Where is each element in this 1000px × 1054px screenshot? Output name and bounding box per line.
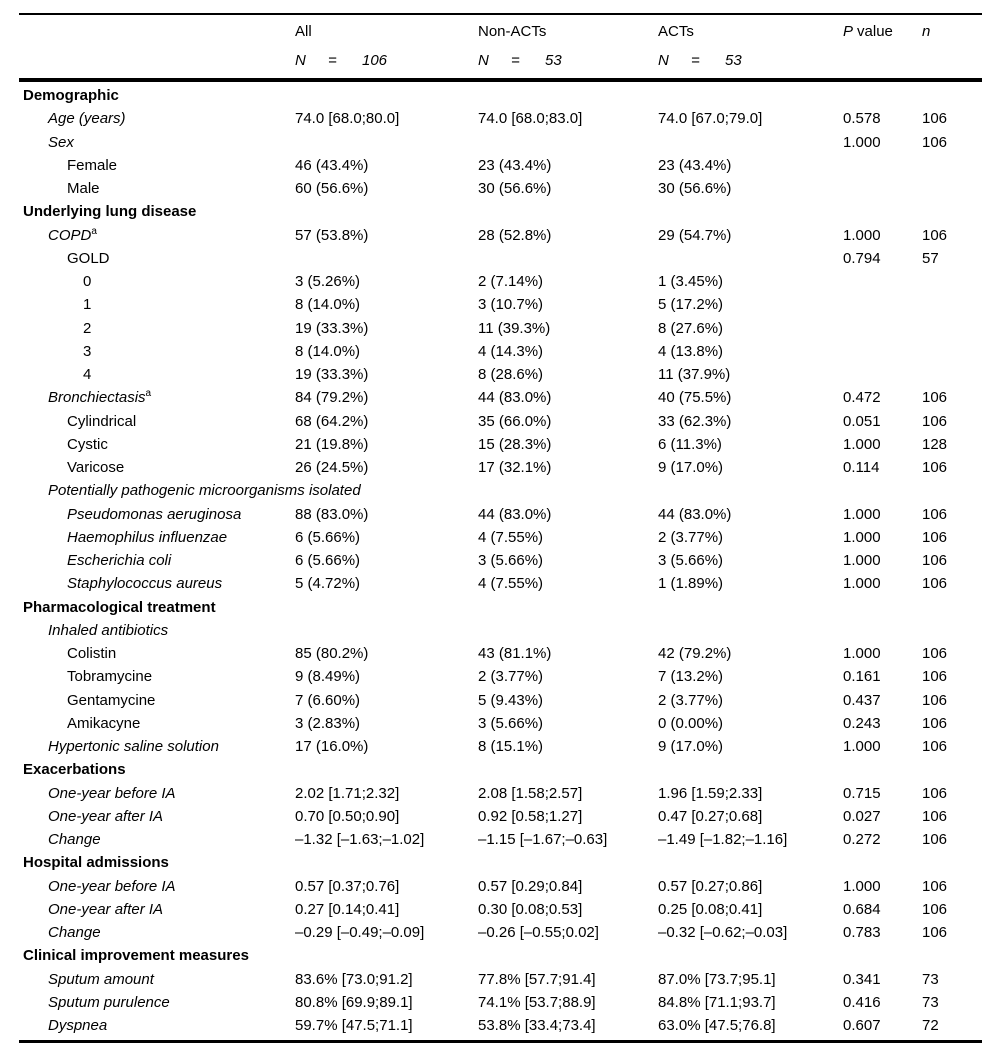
cell-all: 59.7% [47.5;71.1] (295, 1017, 413, 1035)
cell-p-value: 1.000 (843, 552, 881, 570)
cell-non-acts: 23 (43.4%) (478, 156, 552, 174)
table-row (19, 247, 982, 270)
table-row (19, 200, 982, 223)
table-row (19, 270, 982, 293)
table-row (19, 224, 982, 247)
table-row (19, 479, 982, 502)
row-label: Exacerbations (23, 761, 126, 779)
cell-non-acts: 30 (56.6%) (478, 180, 552, 198)
cell-n: 106 (922, 389, 948, 407)
row-label: COPD$^a$ (48, 225, 97, 244)
table-header (19, 15, 982, 78)
cell-all: 2.02 [1.71;2.32] (295, 784, 400, 802)
group-count: 53 (725, 52, 742, 69)
equals-sign: = (328, 52, 337, 69)
cell-acts: 6 (11.3%) (658, 435, 722, 453)
cell-non-acts: 5 (9.43%) (478, 691, 544, 709)
table-row (19, 921, 982, 944)
cell-acts: 2 (3.77%) (658, 691, 724, 709)
cell-n: 57 (922, 249, 939, 267)
table-row (19, 293, 982, 316)
superscript-footnote-mark: a (91, 225, 97, 237)
row-label: Staphylococcus aureus (67, 575, 223, 593)
cell-n: 106 (922, 784, 948, 802)
cell-non-acts: –0.26 [–0.55;0.02] (478, 924, 599, 942)
cell-non-acts: 44 (83.0%) (478, 389, 552, 407)
group-size-acts (658, 52, 843, 69)
cell-n: 73 (922, 993, 939, 1011)
table-row (19, 503, 982, 526)
cell-all: 6 (5.66%) (295, 552, 361, 570)
cell-n: 73 (922, 970, 939, 988)
cell-n: 106 (922, 924, 948, 942)
table-row (19, 131, 982, 154)
cell-non-acts: 4 (7.55%) (478, 575, 544, 593)
table-row (19, 712, 982, 735)
cell-all: 7 (6.60%) (295, 691, 361, 709)
cell-acts: 8 (27.6%) (658, 319, 724, 337)
cell-n: 106 (922, 831, 948, 849)
cell-acts: 9 (17.0%) (658, 738, 724, 756)
cell-p-value: 0.243 (843, 714, 881, 732)
table-body (19, 82, 982, 1040)
cell-non-acts: 3 (5.66%) (478, 714, 544, 732)
row-label: Amikacyne (67, 714, 141, 732)
cell-acts: 0.47 [0.27;0.68] (658, 807, 763, 825)
cell-all: 26 (24.5%) (295, 459, 369, 477)
cell-p-value: 0.715 (843, 784, 881, 802)
cell-n: 128 (922, 435, 948, 453)
row-label: Gentamycine (67, 691, 156, 709)
cell-all: 83.6% [73.0;91.2] (295, 970, 413, 988)
group-count: 106 (362, 52, 388, 69)
cell-non-acts: 2 (7.14%) (478, 273, 544, 291)
column-header-p-value (843, 23, 922, 40)
cell-non-acts: 35 (66.0%) (478, 412, 552, 430)
cell-acts: 11 (37.9%) (658, 366, 731, 384)
table-row (19, 875, 982, 898)
cell-n: 106 (922, 900, 948, 918)
bottom-rule (19, 1040, 982, 1043)
cell-n: 106 (922, 226, 948, 244)
cell-all: 57 (53.8%) (295, 226, 369, 244)
cell-all: 80.8% [69.9;89.1] (295, 993, 413, 1011)
cell-all: 8 (14.0%) (295, 342, 361, 360)
cell-non-acts: –1.15 [–1.67;–0.63] (478, 831, 608, 849)
table-row (19, 1014, 982, 1037)
n-symbol: N (658, 52, 669, 69)
cell-acts: 33 (62.3%) (658, 412, 732, 430)
cell-n: 106 (922, 645, 948, 663)
cell-n: 106 (922, 738, 948, 756)
cell-p-value: 1.000 (843, 738, 881, 756)
cell-non-acts: 3 (5.66%) (478, 552, 544, 570)
row-label: Pseudomonas aeruginosa (67, 505, 242, 523)
table-row (19, 665, 982, 688)
cell-acts: 23 (43.4%) (658, 156, 732, 174)
cell-all: 6 (5.66%) (295, 528, 361, 546)
cell-p-value: 0.416 (843, 993, 881, 1011)
cell-p-value: 0.272 (843, 831, 881, 849)
row-label: Varicose (67, 459, 125, 477)
row-label: One-year before IA (48, 877, 176, 895)
cell-acts: 2 (3.77%) (658, 528, 724, 546)
table-row (19, 596, 982, 619)
row-label: Cystic (67, 435, 108, 453)
table-row (19, 782, 982, 805)
cell-all: 17 (16.0%) (295, 738, 369, 756)
row-label: Sex (48, 133, 74, 151)
row-label: Inhaled antibiotics (48, 621, 169, 639)
cell-all: 21 (19.8%) (295, 435, 369, 453)
cell-p-value: 0.437 (843, 691, 881, 709)
cell-acts: 44 (83.0%) (658, 505, 732, 523)
table-row (19, 851, 982, 874)
cell-non-acts: 44 (83.0%) (478, 505, 552, 523)
row-label: One-year before IA (48, 784, 176, 802)
cell-all: 46 (43.4%) (295, 156, 369, 174)
table-row (19, 386, 982, 409)
cell-p-value: 1.000 (843, 645, 881, 663)
cell-acts: 74.0 [67.0;79.0] (658, 110, 763, 128)
table-row (19, 828, 982, 851)
cell-p-value: 0.684 (843, 900, 881, 918)
column-header-n: n (922, 23, 931, 40)
row-label: Colistin (67, 645, 117, 663)
cell-acts: 1.96 [1.59;2.33] (658, 784, 763, 802)
row-label: 1 (83, 296, 92, 314)
cell-acts: 4 (13.8%) (658, 342, 724, 360)
row-label: Age (years) (48, 110, 126, 128)
cell-all: 68 (64.2%) (295, 412, 369, 430)
row-label: 0 (83, 273, 92, 291)
equals-sign: = (691, 52, 700, 69)
cell-all: 19 (33.3%) (295, 319, 369, 337)
row-label: Pharmacological treatment (23, 598, 216, 616)
superscript-footnote-mark: a (145, 388, 152, 400)
cell-acts: 0 (0.00%) (658, 714, 724, 732)
cell-n: 106 (922, 528, 948, 546)
row-label: Hospital admissions (23, 854, 169, 872)
cell-acts: 0.25 [0.08;0.41] (658, 900, 763, 918)
table-row (19, 619, 982, 642)
group-size-non-acts (478, 52, 658, 69)
cell-n: 106 (922, 412, 948, 430)
cell-p-value: 0.794 (843, 249, 881, 267)
table-row (19, 433, 982, 456)
cell-p-value: 0.114 (843, 459, 880, 477)
cell-p-value: 1.000 (843, 133, 881, 151)
table-row (19, 456, 982, 479)
cell-acts: 3 (5.66%) (658, 552, 724, 570)
cell-acts: 5 (17.2%) (658, 296, 724, 314)
n-symbol: N (478, 52, 489, 69)
row-label: Change (48, 924, 101, 942)
table-row (19, 735, 982, 758)
cell-acts: –1.49 [–1.82;–1.16] (658, 831, 788, 849)
cell-non-acts: 11 (39.3%) (478, 319, 551, 337)
cell-p-value: 0.578 (843, 110, 881, 128)
table-row (19, 410, 982, 433)
row-label: 3 (83, 342, 92, 360)
cell-non-acts: 15 (28.3%) (478, 435, 552, 453)
cell-acts: 9 (17.0%) (658, 459, 724, 477)
table-row (19, 805, 982, 828)
cell-non-acts: 17 (32.1%) (478, 459, 552, 477)
cell-all: 88 (83.0%) (295, 505, 369, 523)
cell-n: 106 (922, 668, 948, 686)
cell-acts: 1 (1.89%) (658, 575, 724, 593)
table-row (19, 689, 982, 712)
row-label: Clinical improvement measures (23, 947, 249, 965)
cell-p-value: 0.783 (843, 924, 881, 942)
cell-non-acts: 74.1% [53.7;88.9] (478, 993, 596, 1011)
cell-acts: 29 (54.7%) (658, 226, 732, 244)
cell-p-value: 1.000 (843, 505, 881, 523)
table-row (19, 968, 982, 991)
table-row (19, 526, 982, 549)
column-header-non-acts: Non-ACTs (478, 23, 547, 40)
group-count: 53 (545, 52, 562, 69)
cell-acts: 1 (3.45%) (658, 273, 724, 291)
row-label: 4 (83, 366, 92, 384)
cell-acts: –0.32 [–0.62;–0.03] (658, 924, 788, 942)
cell-all: 3 (2.83%) (295, 714, 361, 732)
cell-all: –1.32 [–1.63;–1.02] (295, 831, 425, 849)
cell-n: 106 (922, 575, 948, 593)
cell-all: 0.70 [0.50;0.90] (295, 807, 400, 825)
p-value-p: P (843, 23, 854, 40)
column-header-acts: ACTs (658, 23, 694, 40)
cell-p-value: 1.000 (843, 877, 881, 895)
cell-acts: 87.0% [73.7;95.1] (658, 970, 776, 988)
cell-non-acts: 0.57 [0.29;0.84] (478, 877, 583, 895)
table-row (19, 363, 982, 386)
row-label: Cylindrical (67, 412, 137, 430)
cell-p-value: 1.000 (843, 575, 881, 593)
row-label: Tobramycine (67, 668, 153, 686)
cell-all: 19 (33.3%) (295, 366, 369, 384)
row-label: 2 (83, 319, 92, 337)
cell-acts: 84.8% [71.1;93.7] (658, 993, 776, 1011)
cell-p-value: 0.472 (843, 389, 881, 407)
cell-acts: 7 (13.2%) (658, 668, 724, 686)
cell-acts: 0.57 [0.27;0.86] (658, 877, 763, 895)
row-label: Change (48, 831, 101, 849)
row-label: Sputum purulence (48, 993, 170, 1011)
equals-sign: = (511, 52, 520, 69)
cell-all: 85 (80.2%) (295, 645, 369, 663)
cell-non-acts: 4 (14.3%) (478, 342, 544, 360)
p-value-rest: value (857, 23, 893, 40)
table-row (19, 154, 982, 177)
cell-n: 106 (922, 459, 948, 477)
cell-non-acts: 53.8% [33.4;73.4] (478, 1017, 596, 1035)
cell-all: 84 (79.2%) (295, 389, 369, 407)
cell-acts: 42 (79.2%) (658, 645, 732, 663)
cell-n: 106 (922, 807, 948, 825)
cell-acts: 40 (75.5%) (658, 389, 732, 407)
table-row (19, 549, 982, 572)
cell-non-acts: 2.08 [1.58;2.57] (478, 784, 583, 802)
cell-acts: 63.0% [47.5;76.8] (658, 1017, 776, 1035)
row-label: Bronchiectasis$^a$ (48, 388, 152, 407)
baseline-characteristics-table (19, 13, 982, 1043)
row-label: Hypertonic saline solution (48, 738, 219, 756)
cell-all: 8 (14.0%) (295, 296, 361, 314)
row-label: Escherichia coli (67, 552, 172, 570)
table-row (19, 572, 982, 595)
cell-all: 0.57 [0.37;0.76] (295, 877, 400, 895)
row-label: Female (67, 156, 118, 174)
cell-all: 3 (5.26%) (295, 273, 361, 291)
header-row-counts (19, 46, 982, 75)
row-label: Male (67, 180, 100, 198)
group-size-all (295, 52, 478, 69)
table-row (19, 177, 982, 200)
cell-p-value: 0.051 (843, 412, 881, 430)
cell-non-acts: 8 (28.6%) (478, 366, 544, 384)
cell-non-acts: 74.0 [68.0;83.0] (478, 110, 583, 128)
cell-n: 106 (922, 877, 948, 895)
cell-all: –0.29 [–0.49;–0.09] (295, 924, 425, 942)
n-symbol: N (295, 52, 306, 69)
cell-n: 106 (922, 714, 948, 732)
cell-p-value: 0.607 (843, 1017, 881, 1035)
column-header-all: All (295, 23, 312, 40)
row-label: GOLD (67, 249, 110, 267)
cell-non-acts: 43 (81.1%) (478, 645, 552, 663)
cell-non-acts: 3 (10.7%) (478, 296, 544, 314)
table-row (19, 317, 982, 340)
table-row (19, 84, 982, 107)
cell-p-value: 1.000 (843, 528, 881, 546)
table-row (19, 898, 982, 921)
cell-non-acts: 4 (7.55%) (478, 528, 544, 546)
cell-p-value: 0.341 (843, 970, 881, 988)
table-row (19, 107, 982, 130)
cell-all: 74.0 [68.0;80.0] (295, 110, 400, 128)
cell-p-value: 0.161 (843, 668, 881, 686)
cell-n: 106 (922, 552, 948, 570)
header-row-labels (19, 17, 982, 46)
cell-n: 106 (922, 505, 948, 523)
cell-non-acts: 2 (3.77%) (478, 668, 544, 686)
cell-non-acts: 28 (52.8%) (478, 226, 552, 244)
row-label: Sputum amount (48, 970, 154, 988)
cell-acts: 30 (56.6%) (658, 180, 732, 198)
cell-n: 106 (922, 133, 948, 151)
row-label: Demographic (23, 87, 119, 105)
row-label: One-year after IA (48, 900, 164, 918)
cell-p-value: 0.027 (843, 807, 881, 825)
cell-all: 60 (56.6%) (295, 180, 369, 198)
cell-p-value: 1.000 (843, 226, 881, 244)
cell-non-acts: 77.8% [57.7;91.4] (478, 970, 596, 988)
cell-non-acts: 8 (15.1%) (478, 738, 544, 756)
cell-all: 5 (4.72%) (295, 575, 361, 593)
cell-non-acts: 0.30 [0.08;0.53] (478, 900, 583, 918)
table-row (19, 340, 982, 363)
cell-all: 0.27 [0.14;0.41] (295, 900, 400, 918)
cell-n: 106 (922, 691, 948, 709)
table-row (19, 642, 982, 665)
row-label: Underlying lung disease (23, 203, 197, 221)
row-label: Dyspnea (48, 1017, 108, 1035)
cell-p-value: 1.000 (843, 435, 881, 453)
row-label: One-year after IA (48, 807, 164, 825)
row-label: Potentially pathogenic microorganisms isolated (48, 482, 361, 500)
cell-n: 72 (922, 1017, 939, 1035)
table-row (19, 991, 982, 1014)
table-row (19, 944, 982, 967)
cell-all: 9 (8.49%) (295, 668, 361, 686)
cell-non-acts: 0.92 [0.58;1.27] (478, 807, 583, 825)
table-row (19, 758, 982, 781)
row-label: Haemophilus influenzae (67, 528, 228, 546)
cell-n: 106 (922, 110, 948, 128)
